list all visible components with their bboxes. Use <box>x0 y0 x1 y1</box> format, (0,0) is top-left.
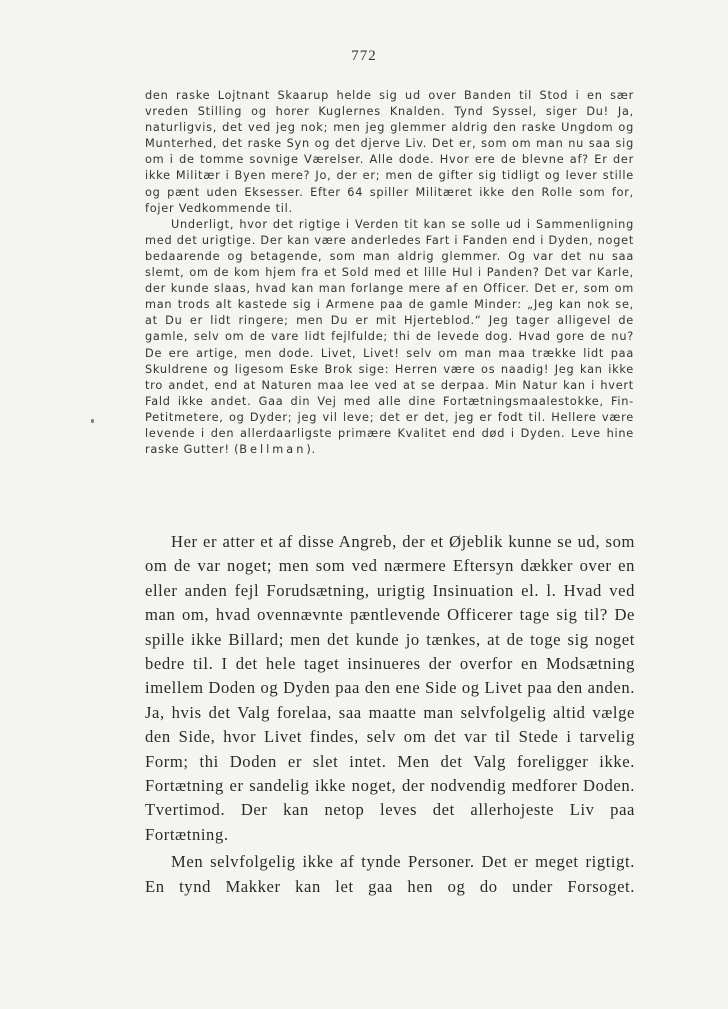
attribution-open: ( <box>234 443 240 457</box>
main-body-text <box>145 530 635 899</box>
attribution-name: Bellman <box>239 443 307 457</box>
body-paragraph-2: Men selvfolgelig ikke af tynde Personer. Det er meget rigtigt. En tynd Makker kan let gaa hen og do under Forsoget. <box>145 852 635 896</box>
body-paragraph-1: Her er atter et af disse Angreb, der et Øjeblik kunne se ud, som om de var noget; men som ved nærmere Eftersyn dækker over en eller anden fejl Forudsætning, urigtig Insinuation el. l. Hvad ved man om, hvad ovennævnte pæntlevende Officerer tage sig til? De spille ikke Billard; men det kunde jo tænkes, at de toge sig noget bedre til. I det hele taget insinueres der overfor en Modsætning imellem Doden og Dyden paa den ene Side og Livet paa den anden. Ja, hvis det Valg forelaa, saa maatte man selvfolgelig altid vælge den Side, hvor Livet findes, selv om det var til Stede i tarvelig Form; thi Doden er slet intet. Men det Valg foreligger ikke. Fortætning er sandelig ikke noget, der nodvendig medforer Doden. Tvertimod. Der kan netop leves det allerhojeste Liv paa Fortætning. <box>145 532 635 844</box>
quote-paragraph-2 <box>145 217 634 458</box>
quoted-passage <box>145 88 634 458</box>
margin-mark <box>91 419 94 423</box>
page-number: 772 <box>351 48 377 64</box>
attribution-close: ). <box>306 443 316 457</box>
quote-paragraph-1: den raske Lojtnant Skaarup helde sig ud over Banden til Stod i en sær vreden Stilling og horer Kuglernes Knalden. Tynd Syssel, siger Du! Ja, naturligvis, det ved jeg nok; men jeg glemmer aldrig den raske Ungdom og Munterhed, det raske Syn og det djerve Liv. Det er, som om man nu saa sig om i de tomme sovnige Værelser. Alle dode. Hvor ere de blevne af? Er der ikke Militær i Byen mere? Jo, der er; men de gifter sig tidligt og lever stille og pænt uden Eksesser. Efter 64 spiller Militæret ikke den Rolle som for, fojer Vedkommende til. <box>145 89 634 215</box>
quote-paragraph-2-text: Underligt, hvor det rigtige i Verden tit kan se solle ud i Sammenligning med det urigtige. Der kan være anderledes Fart i Fanden end i Dyden, noget bedaarende og betagende, som man aldrig glemmer. Og var det nu saa slemt, om de kom hjem fra et Sold med et lille Hul i Panden? Det var Karle, der kunde slaas, hvad kan man forlange mere af en Officer. Det er, som om man trods alt kastede sig i Armene paa de gamle Minder: „Jeg kan nok se, at Du er lidt ringere; men Du er mit Hjerteblod.“ Jeg tager alligevel de gamle, selv om de vare lidt fejlfulde; thi de levede dog. Hvad gore de nu? De ere artige, men dode. Livet, Livet! selv om man maa trække lidt paa Skuldrene og ligesom Eske Brok sige: Herren være os naadig! Jeg kan ikke tro andet, end at Naturen maa lee ved at se derpaa. Min Natur kan i hvert Fald ikke andet. Gaa din Vej med alle dine Fortætningsmaalestokke, Fin-Petitmetere, og Dyder; jeg vil leve; det er det, jeg er fodt til. Hellere være levende i den allerdaarligste primære Kvalitet end død i Dyden. Leve hine raske Gutter! <box>145 217 634 457</box>
